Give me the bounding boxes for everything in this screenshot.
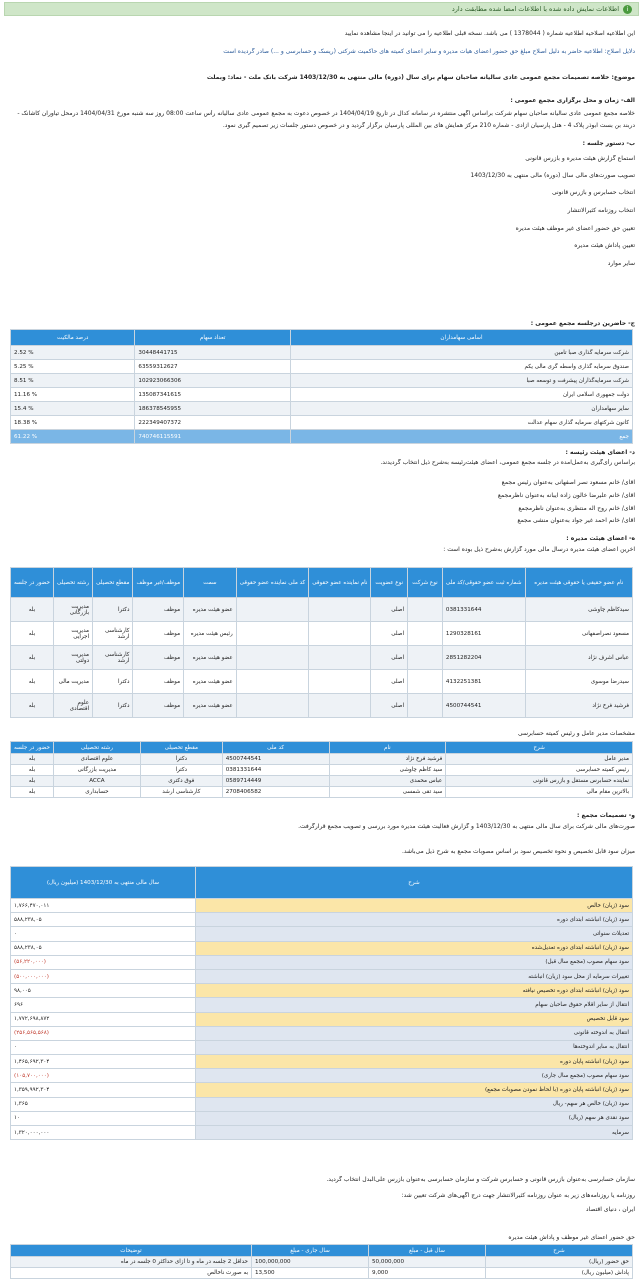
shareholders-table [10,329,633,444]
row-value: ۶۹۶ [11,998,196,1012]
cell: مدیر عامل [446,754,633,765]
total-row [11,430,633,444]
col-header: موظف/غیر موظف [133,568,184,598]
cell [408,646,443,670]
cell: 135087341615 [135,388,291,402]
col-header: توضیحات [11,1245,252,1257]
table-row [11,598,633,622]
cell: اصلی [371,694,408,718]
row-label: تعدیلات سنواتی [196,927,633,941]
cell: 1290328161 [442,622,525,646]
cell: بله [11,670,54,694]
cell: % 11.16 [11,388,135,402]
table-row [11,622,633,646]
cell: سایر سهامداران [290,402,632,416]
table-row [11,1012,633,1026]
cell: بله [11,776,54,787]
cell: 50,000,000 [369,1257,486,1268]
cell: عضو هیئت مدیره [184,646,237,670]
row-value: ۱,۷۶۶,۴۷۰,۰۱۱ [11,899,196,913]
cell [309,622,371,646]
cell: ACCA [53,776,140,787]
cell: 4500744541 [222,754,329,765]
cell: مدیریت مالی [53,670,92,694]
table-row [11,913,633,927]
cell: حق حضور (ریال) [486,1257,633,1268]
cell [309,598,371,622]
cell: بله [11,787,54,798]
presidium-member: آقای/ خانم مسعود نصر اصفهانی به‌عنوان رئیس مجمع [501,479,635,486]
newspaper-selection: روزنامه یا روزنامه‌های زیر به عنوان روزنامه کثیرالانتشار جهت درج آگهی‌های شرکت تعیین شد: [401,1192,635,1199]
col-header: رشته تحصیلی [53,742,140,754]
col-header: سال قبل - مبلغ [369,1245,486,1257]
cell: سیدکاظم چاوشی [525,598,632,622]
row-label: سود سهام مصوب (مجمع سال قبل) [196,955,633,969]
col-header: سال مالی منتهی به 1403/12/30 (میلیون ریال) [11,867,196,899]
row-label: سود نقدی هر سهم (ریال) [196,1111,633,1125]
cell: بله [11,694,54,718]
cell: دکترا [140,754,222,765]
cell: موظف [133,622,184,646]
agenda-item: انتخاب حسابرس و بازرس قانونی [552,189,635,196]
cell [309,694,371,718]
table-row [11,1257,633,1268]
cell: اصلی [371,622,408,646]
cell: دکترا [140,765,222,776]
info-check-icon: i [623,5,632,14]
cell [408,670,443,694]
row-value: ۱,۳۵۹,۹۹۲,۳۰۴ [11,1083,196,1097]
cell [408,622,443,646]
section-d-title: د- اعضای هیئت رئیسه : [565,449,635,456]
table-row [11,1268,633,1279]
cell: عباس اشرف نژاد [525,646,632,670]
col-header: نوع شرکت [408,568,443,598]
table-row [11,754,633,765]
section-e-intro: آخرین اعضای هیئت مدیره درسال مالی مورد گزارش به‌شرح ذیل بوده است : [443,546,635,553]
cell [408,694,443,718]
section-a-p1: خلاصه مجمع عمومی عادی سالیانه صاحبان سهام شرکت براساس آگهی منتشره در سامانه کدال در تاریخ 1404/04/19 در خصوص دعوت به مجمع عمومی عادی سالیانه رأس ساعت 08:00 روز سه شنبه مورخ 1404/04/31 درمحل تیاوران کاشانک - [17,110,635,117]
row-label: تغییرات سرمایه از محل سود (زیان) انباشته [196,969,633,983]
col-header: مقطع تحصیلی [93,568,133,598]
row-value: ۵۸۸,۲۳۸,۰۵ [11,941,196,955]
agenda-item: سایر موارد [607,260,635,267]
cell [309,646,371,670]
cell [309,670,371,694]
col-header: نام [329,742,446,754]
cell: بله [11,765,54,776]
cell: شرکت سرمایه‌گذاران پیشرفت و توسعه صبا [290,374,632,388]
table-row [11,1040,633,1054]
row-label: سود سهام مصوب (مجمع سال جاری) [196,1069,633,1083]
remuneration-title: حق حضور اعضای غیر موظف و پاداش هیئت مدیره [508,1234,635,1241]
col-header: نام عضو حقیقی یا حقوقی هیئت مدیره [525,568,632,598]
presidium-member: آقای/ خانم علیرضا خالون زاده ایبانه به‌عنوان ناظرمجمع [497,492,635,499]
table-row [11,765,633,776]
cell: موظف [133,598,184,622]
subject: موضوع: خلاصه تصمیمات مجمع عمومی عادی سالیانه صاحبان سهام برای سال (دوره) مالی منتهی به 1403/12/30 شرکت بانک ملت - نماد: وبملت [206,74,635,81]
cell: اصلی [371,670,408,694]
table-row [11,1083,633,1097]
cell: بله [11,598,54,622]
cell: دکترا [93,694,133,718]
cell: 13,500 [252,1268,369,1279]
cell: 186378545955 [135,402,291,416]
auditor-selection: سازمان حسابرسی به‌عنوان بازرس قانونی و حسابرس شرکت و سازمان حسابرسی به‌عنوان بازرس علی‌البدل انتخاب گردید. [326,1176,635,1183]
row-label: سود (زیان) خالص [196,899,633,913]
col-header: اسامی سهامداران [290,330,632,346]
row-value: ۹۸,۰۰۵ [11,984,196,998]
cell: موظف [133,694,184,718]
cell: مدیریت بازرگانی [53,765,140,776]
row-value: ۱,۷۷۲,۶۹۸,۸۷۲ [11,1012,196,1026]
table-row [11,899,633,913]
table-row [11,646,633,670]
cell: موظف [133,646,184,670]
table-row [11,787,633,798]
table-row [11,670,633,694]
cell: رئیس هیئت مدیره [184,622,237,646]
row-label: سود قابل تخصیص [196,1012,633,1026]
cell: اصلی [371,598,408,622]
cell: 100,000,000 [252,1257,369,1268]
cell: دکترا [93,670,133,694]
cell: صندوق سرمایه گذاری واسطه گری مالی یکم [290,360,632,374]
banner-text: اطلاعات نمایش داده شده با اطلاعات امضا شده مطابقت دارد [451,5,619,13]
table-row [11,776,633,787]
section-e-title: ه- اعضای هیئت مدیره : [566,535,635,542]
section-f-intro: مشخصات مدیر عامل و رئیس کمیته حسابرسی [517,730,635,737]
cell: فرشید فرخ نژاد [525,694,632,718]
cell: دکترا [93,598,133,622]
cell: 2708406582 [222,787,329,798]
cell: کارشناسی ارشد [140,787,222,798]
cell: % 5.25 [11,360,135,374]
amendment-notice[interactable]: این اطلاعیه اصلاحیه اطلاعیه شماره ( 1378044 ) می باشد. نسخه قبلی اطلاعیه را می توانید در اینجا مشاهده نمایید [344,30,635,37]
cell: سیدرضا موسوی [525,670,632,694]
remuneration-table [10,1244,633,1279]
cell: کانون شرکتهای سرمایه گذاری سهام عدالت [290,416,632,430]
cell: بله [11,754,54,765]
cell: 0381331644 [442,598,525,622]
agenda-item: تعیین حق حضور اعضای غیر موظف هیئت مدیره [515,225,635,232]
section-g-p1: صورت‌های مالی شرکت برای سال مالی منتهی به 1403/12/30 و گزارش فعالیت هیئت مدیره مورد بررسی و تصویب مجمع قرارگرفت. [298,823,635,830]
section-g-title: و- تصمیمات مجمع : [577,812,635,819]
cell: بله [11,622,54,646]
col-header: حضور در جلسه [11,742,54,754]
col-header: شرح [486,1245,633,1257]
cell: 222349407372 [135,416,291,430]
cell: % 2.52 [11,346,135,360]
table-row [11,1055,633,1069]
table-row [11,984,633,998]
agenda-item: تعیین پاداش هیئت مدیره [574,242,635,249]
cell: عباس محمدی [329,776,446,787]
cell: عضو هیئت مدیره [184,670,237,694]
col-header: تعداد سهام [135,330,291,346]
col-header: شماره ثبت عضو حقوقی/کد ملی [442,568,525,598]
row-value: ۵۸۸,۲۳۸,۰۵ [11,913,196,927]
cell: رئیس کمیته حسابرسی [446,765,633,776]
table-row [11,955,633,969]
cell: عضو هیئت مدیره [184,694,237,718]
row-label: سود (زیان) انباشته پایان دوره (با لحاظ نمودن مصوبات مجمع) [196,1083,633,1097]
row-label: سود (زیان) خالص هر سهم- ریال [196,1097,633,1111]
section-d-intro: براساس رأی‌گیری به‌عمل‌آمده در جلسه مجمع عمومی، اعضای هیئت‌رئیسه به‌شرح ذیل انتخاب گردیدند. [380,459,635,466]
cell: حسابداری [53,787,140,798]
cell: موظف [133,670,184,694]
cell: بله [11,646,54,670]
presidium-member: آقای/ خانم روح اله منتظری به‌عنوان ناظرمجمع [518,505,635,512]
agenda-item: تصویب صورت‌های مالی سال (دوره) مالی منتهی به 1403/12/30 [470,172,635,179]
cell: 63559312627 [135,360,291,374]
board-table [10,567,633,718]
cell: پاداش (میلیون ریال) [486,1268,633,1279]
row-label: سود (زیان) انباشته پایان دوره [196,1055,633,1069]
cell: علوم اقتصادی [53,694,92,718]
cell: دولت جمهوری اسلامی ایران [290,388,632,402]
cell: % 15.4 [11,402,135,416]
cell: 30448441715 [135,346,291,360]
col-header: شرح [446,742,633,754]
row-value: (۵۰۰,۰۰۰,۰۰۰) [11,969,196,983]
section-a-p2: دربند بن بست ابوذر پلاک 4 - هتل پارسیان آزادی - شماره 210 مرکز همایش های بین المللی پارسیان برگزار گردید و در خصوص دستور جلسات زیر تصمیم گیری نمود. [222,122,635,129]
col-header: درصد مالکیت [11,330,135,346]
cell: 740746115591 [135,430,291,444]
table-row [11,694,633,718]
cell: اصلی [371,646,408,670]
cell: به صورت ناخالص [11,1268,252,1279]
table-row [11,1069,633,1083]
cell: 0589714449 [222,776,329,787]
cell [236,646,308,670]
row-value: ۱,۴۶۵,۶۹۲,۳۰۴ [11,1055,196,1069]
cell: مسعود نصراصفهانی [525,622,632,646]
col-header: کد ملی [222,742,329,754]
cell [408,598,443,622]
table-row [11,998,633,1012]
cell: مدیریت دولتی [53,646,92,670]
cell: 4500744541 [442,694,525,718]
table-row [11,388,633,402]
cell: کارشناسی ارشد [93,622,133,646]
col-header: شرح [196,867,633,899]
cell: کارشناسی ارشد [93,646,133,670]
table-row [11,416,633,430]
cell: % 8.51 [11,374,135,388]
table-row [11,1111,633,1125]
cell: 9,000 [369,1268,486,1279]
row-value: (۲۵۶,۵۶۵,۵۶۸) [11,1026,196,1040]
row-label: انتقال به اندوخته قانونی [196,1026,633,1040]
verification-banner [4,2,639,16]
cell: % 18.38 [11,416,135,430]
cell [236,598,308,622]
row-value: ۱,۳۶۵ [11,1097,196,1111]
row-value: (۱۰۵,۷۰۰,۰۰۰) [11,1069,196,1083]
cell: حداقل 2 جلسه در ماه و تا ازای حداکثر 0 جلسه در ماه [11,1257,252,1268]
cell: فرشید فرخ نژاد [329,754,446,765]
row-label: سود (زیان) انباشته ابتدای دوره [196,913,633,927]
row-label: انتقال از سایر اقلام حقوق صاحبان سهام [196,998,633,1012]
col-header: کد ملی نماینده عضو حقوقی [236,568,308,598]
table-row [11,402,633,416]
table-row [11,346,633,360]
row-label: سود (زیان) انباشته ابتدای دوره تعدیل‌شده [196,941,633,955]
col-header: نوع عضویت [371,568,408,598]
cell: عضو هیئت مدیره [184,598,237,622]
cell: بالاترین مقام مالی [446,787,633,798]
cell [236,670,308,694]
cell: جمع [290,430,632,444]
row-value: (۵۶,۲۲۰,۰۰۰) [11,955,196,969]
table-row [11,941,633,955]
table-row [11,1126,633,1140]
newspapers: ایران ، دنیای اقتصاد [585,1206,635,1213]
table-row [11,969,633,983]
section-b-title: ب- دستور جلسه : [582,140,635,147]
col-header: سال جاری - مبلغ [252,1245,369,1257]
table-row [11,1026,633,1040]
col-header: نام نماینده عضو حقوقی [309,568,371,598]
cell [236,694,308,718]
section-c-title: ج- حاضرین درجلسه مجمع عمومی : [530,320,635,327]
cell: مدیریت اجرایی [53,622,92,646]
row-value: ۰ [11,1040,196,1054]
cell: 102923066306 [135,374,291,388]
cell: % 61.22 [11,430,135,444]
table-row [11,374,633,388]
table-row [11,927,633,941]
col-header: رشته تحصیلی [53,568,92,598]
row-value: ۱,۳۲۰,۰۰۰,۰۰۰ [11,1126,196,1140]
col-header: سمت [184,568,237,598]
cell: فوق دکتری [140,776,222,787]
cell [236,622,308,646]
cell: 4132251381 [442,670,525,694]
cell: سید کاظم چاوشی [329,765,446,776]
col-header: حضور در جلسه [11,568,54,598]
cell: علوم اقتصادی [53,754,140,765]
row-value: ۰ [11,927,196,941]
cell: مدیریت بازرگانی [53,598,92,622]
cell: شرکت سرمایه گذاری صبا تامین [290,346,632,360]
profit-allocation-table [10,866,633,1140]
row-label: سرمایه [196,1126,633,1140]
row-label: انتقال به سایر اندوخته‌ها [196,1040,633,1054]
section-a-title: الف- زمان و محل برگزاری مجمع عمومی : [510,97,635,104]
cell: 2851282204 [442,646,525,670]
table-row [11,360,633,374]
management-table [10,741,633,798]
row-value: ۱۰ [11,1111,196,1125]
col-header: مقطع تحصیلی [140,742,222,754]
row-label: سود (زیان) انباشته ابتدای دوره تخصیص نیافته [196,984,633,998]
section-g-p2: میزان سود قابل تخصیص و نحوه تخصیص سود بر اساس مصوبات مجمع به شرح ذیل می‌باشد. [401,848,635,855]
agenda-item: انتخاب روزنامه کثیرالانتشار [567,207,635,214]
table-row [11,1097,633,1111]
cell: سید تقی شمسی [329,787,446,798]
presidium-member: آقای/ خانم احمد غیر جواد به‌عنوان منشی مجمع [517,517,635,524]
agenda-item: استماع گزارش هیئت مدیره و بازرس قانونی [525,155,635,162]
cell: نماینده حسابرس مستقل و بازرس قانونی [446,776,633,787]
amendment-reason: دلایل اصلاح: اطلاعیه حاضر به دلیل اصلاح مبلغ حق حضور اعضای هیات مدیره و سایر اعضای کمیته های حاکمیت شرکتی (ریسک و حسابرسی و ...) صادر گردیده است [223,48,635,55]
cell: 0381331644 [222,765,329,776]
